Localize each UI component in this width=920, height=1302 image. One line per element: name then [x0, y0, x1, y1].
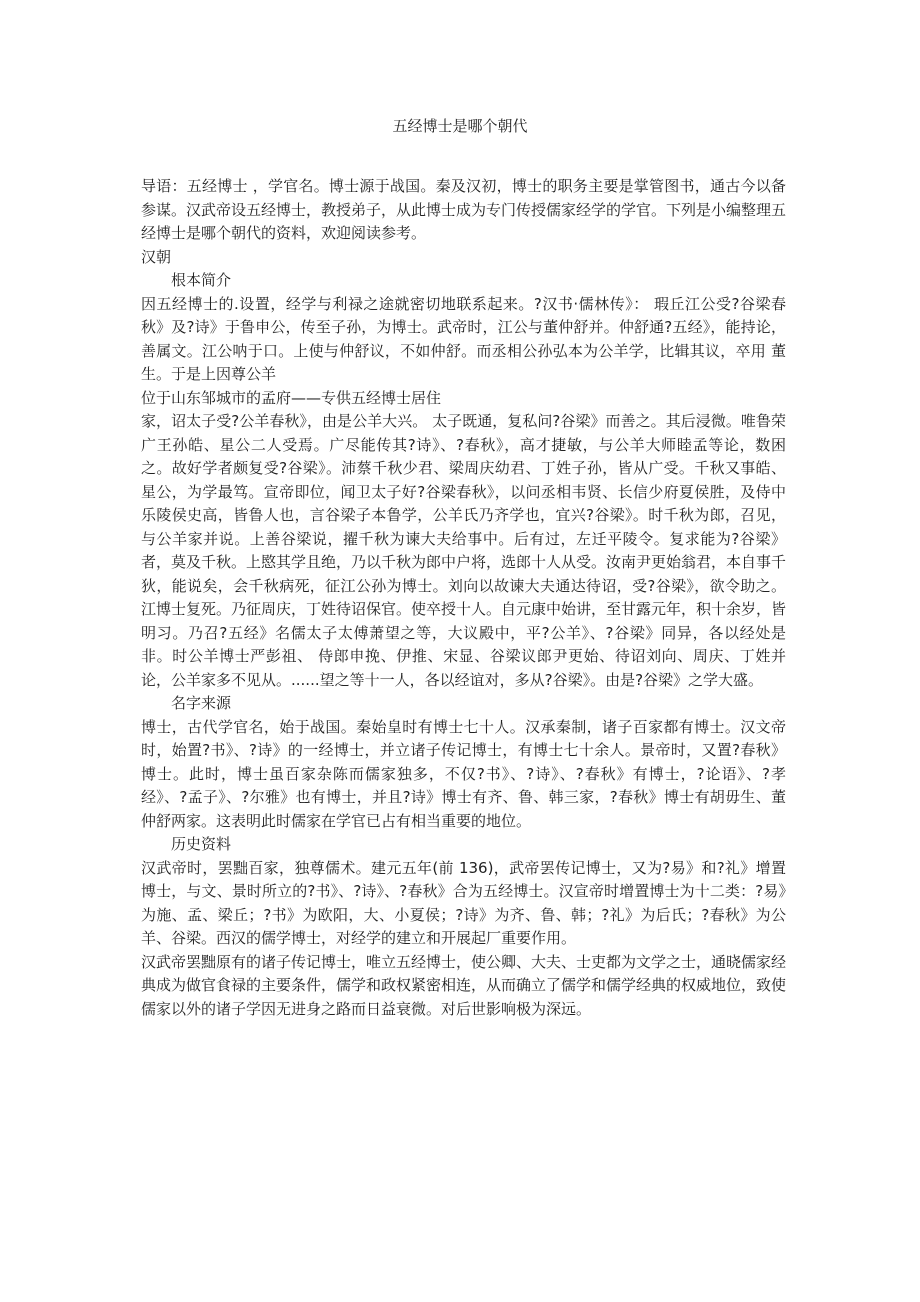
- image-caption: 位于山东邹城市的孟府——专供五经博士居住: [141, 388, 442, 407]
- dynasty-label: 汉朝: [141, 247, 172, 266]
- body-paragraph: 博士，古代学官名，始于战国。秦始皇时有博士七十人。汉承秦制，诸子百家都有博士。汉文帝时，始置?书》、?诗》的一经博士，并立诸子传记博士，有博士七十余人。景帝时，又置?春秋》博士。此时，博士虽百家杂陈而儒家独多，不仅?书》、?诗》、?春秋》有博士，?论语》、?孝经》、?孟子》、?尔雅》也有博士，并且?诗》博士有齐、鲁、韩三家，?春秋》博士有胡毋生、董仲舒两家。这表明此时儒家在学官已占有相当重要的地位。: [141, 717, 786, 830]
- body-paragraph: 家，诏太子受?公羊春秋》，由是公羊大兴。 太子既通，复私问?谷梁》而善之。其后浸微。唯鲁荣广王孙皓、星公二人受焉。广尽能传其?诗》、?春秋》，高才捷敏，与公羊大师睦孟等论，数困之。故好学者颇复受?谷梁》。沛蔡千秋少君、梁周庆幼君、丁姓子孙，皆从广受。千秋又事皓、星公，为学最笃。宣帝即位，闻卫太子好?谷梁春秋》，以问丞相韦贤、长信少府夏侯胜，及侍中乐陵侯史高，皆鲁人也，言谷梁子本鲁学，公羊氏乃齐学也，宜兴?谷梁》。时千秋为郎，召见，与公羊家并说。上善谷梁说，擢千秋为谏大夫给事中。后有过，左迁平陵令。复求能为?谷梁》者，莫及千秋。上愍其学且绝，乃以千秋为郎中户将，选郎十人从受。汝南尹更始翁君，本自事千狄，能说矣，会千秋病死，征江公孙为博士。刘向以故谏大夫通达待诏，受?谷梁》，欲令助之。江博士复死。乃征周庆，丁姓待诏保官。使卒授十人。自元康中始讲，至甘露元年，积十余岁，皆明习。乃召?五经》名儒太子太傅萧望之等，大议殿中，平?公羊》、?谷梁》同异，各以经处是非。时公羊博士严彭祖、 侍郎申挽、伊推、宋显、谷梁议郎尹更始、待诏刘向、周庆、丁姓并论，公羊家多不见从。......望之等十一人，各以经谊对，多从?谷梁》。由是?谷梁》之学大盛。: [141, 412, 787, 689]
- section-heading-history: 历史资料: [171, 835, 232, 853]
- body-paragraph: 汉武帝罢黜原有的诸子传记博士，唯立五经博士，使公卿、大夫、士吏都为文学之士，通晓儒家经典成为做官食禄的主要条件，儒学和政权紧密相连，从而确立了儒学和儒学经典的权威地位，致使儒家以外的诸子学因无进身之路而日益衰微。对后世影响极为深远。: [141, 952, 787, 1018]
- section-heading-name-origin: 名字来源: [171, 694, 232, 712]
- article-body: [141, 175, 786, 1021]
- body-paragraph: 因五经博士的.设置，经学与利禄之途就密切地联系起来。?汉书·儒林传》： 瑕丘江公受?谷梁春秋》及?诗》于鲁申公，传至子孙，为博士。武帝时，江公与董仲舒并。仲舒通?五经》，能持论，善属文。江公呐于口。上使与仲舒议，不如仲舒。而丞相公孙弘本为公羊学，比辑其议，卒用 董生。于是上因尊公羊: [141, 294, 786, 383]
- intro-paragraph: 导语：五经博士 ，学官名。博士源于战国。秦及汉初，博士的职务主要是掌管图书，通古今以备参谋。汉武帝设五经博士，教授弟子，从此博士成为专门传授儒家经学的学官。下列是小编整理五经博士是哪个朝代的资料，欢迎阅读参考。: [141, 177, 787, 242]
- body-paragraph: 汉武帝时，罢黜百家，独尊儒术。建元五年(前 136)，武帝罢传记博士，又为?易》和?礼》增置博士，与文、景时所立的?书》、?诗》、?春秋》合为五经博士。汉宣帝时增置博士为十二类：?易》为施、孟、梁丘；?书》为欧阳，大、小夏侯；?诗》为齐、鲁、韩；?礼》为后氏；?春秋》为公羊、谷梁。西汉的儒学博士，对经学的建立和开展起厂重要作用。: [141, 858, 786, 947]
- section-heading-intro: 根本简介: [171, 271, 232, 289]
- page-title: 五经博士是哪个朝代: [392, 117, 528, 135]
